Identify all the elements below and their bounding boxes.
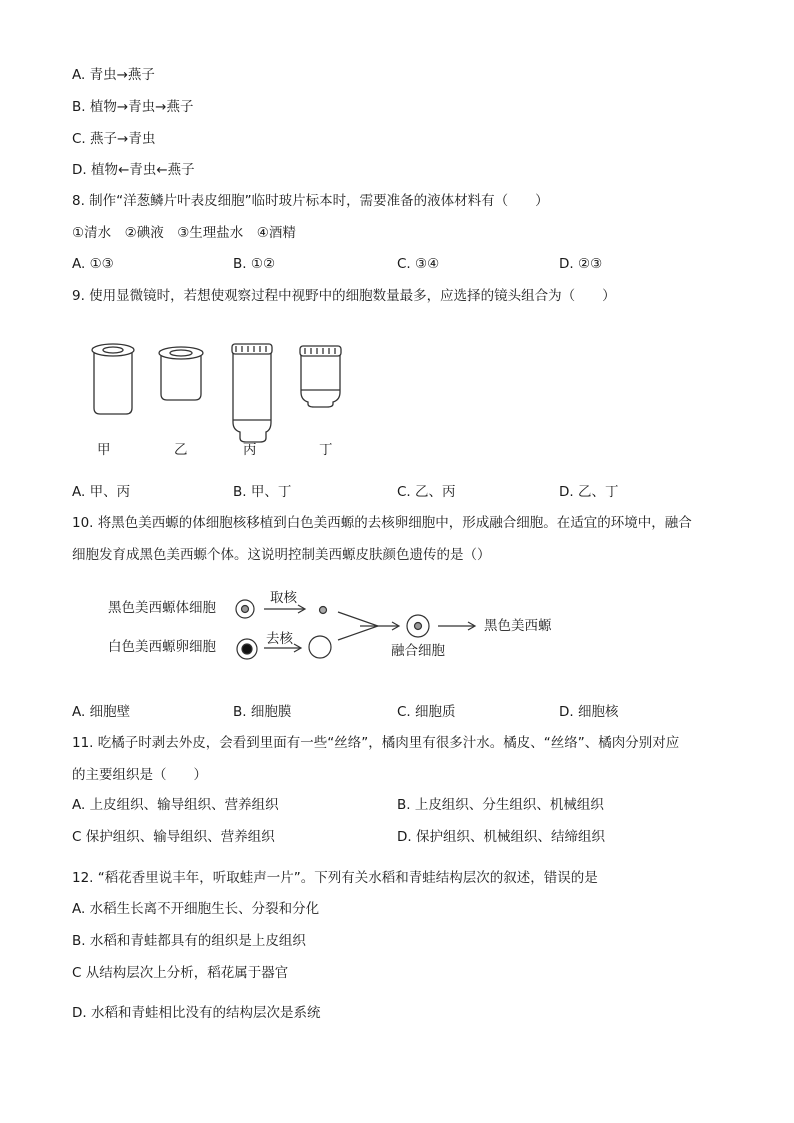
- lens-ding-figure: [300, 346, 341, 407]
- q9-option-a: A. 甲、丙: [72, 484, 131, 500]
- label-fused-cell: 融合细胞: [391, 643, 445, 659]
- lens-yi-figure: [159, 347, 203, 400]
- extracted-nucleus-shape: [320, 607, 327, 614]
- lens-jia-figure: [92, 344, 134, 414]
- q11-option-a: A. 上皮组织、输导组织、营养组织: [72, 797, 279, 813]
- enucleated-egg-shape: [309, 636, 331, 658]
- q11-stem-line2: 的主要组织是（ ）: [72, 767, 207, 783]
- lens-bing-figure: [232, 344, 272, 442]
- q10-option-c: C. 细胞质: [397, 704, 456, 720]
- q11-option-b: B. 上皮组织、分生组织、机械组织: [397, 797, 604, 813]
- lens-label-yi: 乙: [174, 442, 188, 458]
- q8-stem: 8. 制作“洋葱鳞片叶表皮细胞”临时玻片标本时，需要准备的液体材料有（ ）: [72, 193, 549, 209]
- white-cell-nucleus-shape: [242, 644, 252, 654]
- label-white-egg-cell: 白色美西螈卵细胞: [108, 639, 216, 655]
- q10-option-b: B. 细胞膜: [233, 704, 292, 720]
- q8-option-a: A. ①③: [72, 256, 114, 272]
- q8-option-d: D. ②③: [559, 256, 603, 272]
- label-black-body-cell: 黑色美西螈体细胞: [108, 600, 216, 616]
- q10-option-a: A. 细胞壁: [72, 704, 131, 720]
- q10-stem-line1: 10. 将黑色美西螈的体细胞核移植到白色美西螈的去核卵细胞中，形成融合细胞。在适宜的环境中，融合: [72, 515, 692, 531]
- black-cell-nucleus-shape: [242, 606, 249, 613]
- q12-option-b: B. 水稻和青蛙都具有的组织是上皮组织: [72, 933, 306, 949]
- q12-stem: 12. “稻花香里说丰年，听取蛙声一片”。下列有关水稻和青蛙结构层次的叙述，错误的是: [72, 870, 598, 886]
- q7-option-c: C. 燕子→青虫: [72, 131, 156, 147]
- q7-option-d: D. 植物←青虫←燕子: [72, 162, 195, 178]
- q8-option-b: B. ①②: [233, 256, 276, 272]
- q9-option-c: C. 乙、丙: [397, 484, 456, 500]
- q9-option-b: B. 甲、丁: [233, 484, 292, 500]
- q11-option-c: C 保护组织、输导组织、营养组织: [72, 829, 275, 845]
- lens-label-bing: 丙: [243, 442, 257, 458]
- q7-option-b: B. 植物→青虫→燕子: [72, 99, 194, 115]
- label-black-axolotl: 黑色美西螈: [484, 618, 552, 634]
- q8-items: ①清水 ②碘液 ③生理盐水 ④酒精: [72, 225, 296, 241]
- q10-option-d: D. 细胞核: [559, 704, 619, 720]
- label-take-nucleus: 取核: [270, 590, 297, 606]
- label-remove-nucleus: 去核: [266, 631, 293, 647]
- q10-stem-line2: 细胞发育成黑色美西螈个体。这说明控制美西螈皮肤颜色遗传的是（）: [72, 547, 491, 563]
- q8-option-c: C. ③④: [397, 256, 440, 272]
- q9-stem: 9. 使用显微镜时，若想使观察过程中视野中的细胞数量最多，应选择的镜头组合为（ ）: [72, 288, 616, 304]
- q12-option-c: C 从结构层次上分析，稻花属于器官: [72, 965, 289, 981]
- lens-label-jia: 甲: [97, 442, 111, 458]
- q11-stem-line1: 11. 吃橘子时剥去外皮，会看到里面有一些“丝络”，橘肉里有很多汁水。橘皮、“丝络”、橘肉分别对应: [72, 735, 680, 751]
- q11-option-d: D. 保护组织、机械组织、结缔组织: [397, 829, 605, 845]
- q9-option-d: D. 乙、丁: [559, 484, 619, 500]
- lens-label-ding: 丁: [319, 442, 333, 458]
- q12-option-d: D. 水稻和青蛙相比没有的结构层次是系统: [72, 1005, 321, 1021]
- q12-option-a: A. 水稻生长离不开细胞生长、分裂和分化: [72, 901, 320, 917]
- q7-option-a: A. 青虫→燕子: [72, 67, 155, 83]
